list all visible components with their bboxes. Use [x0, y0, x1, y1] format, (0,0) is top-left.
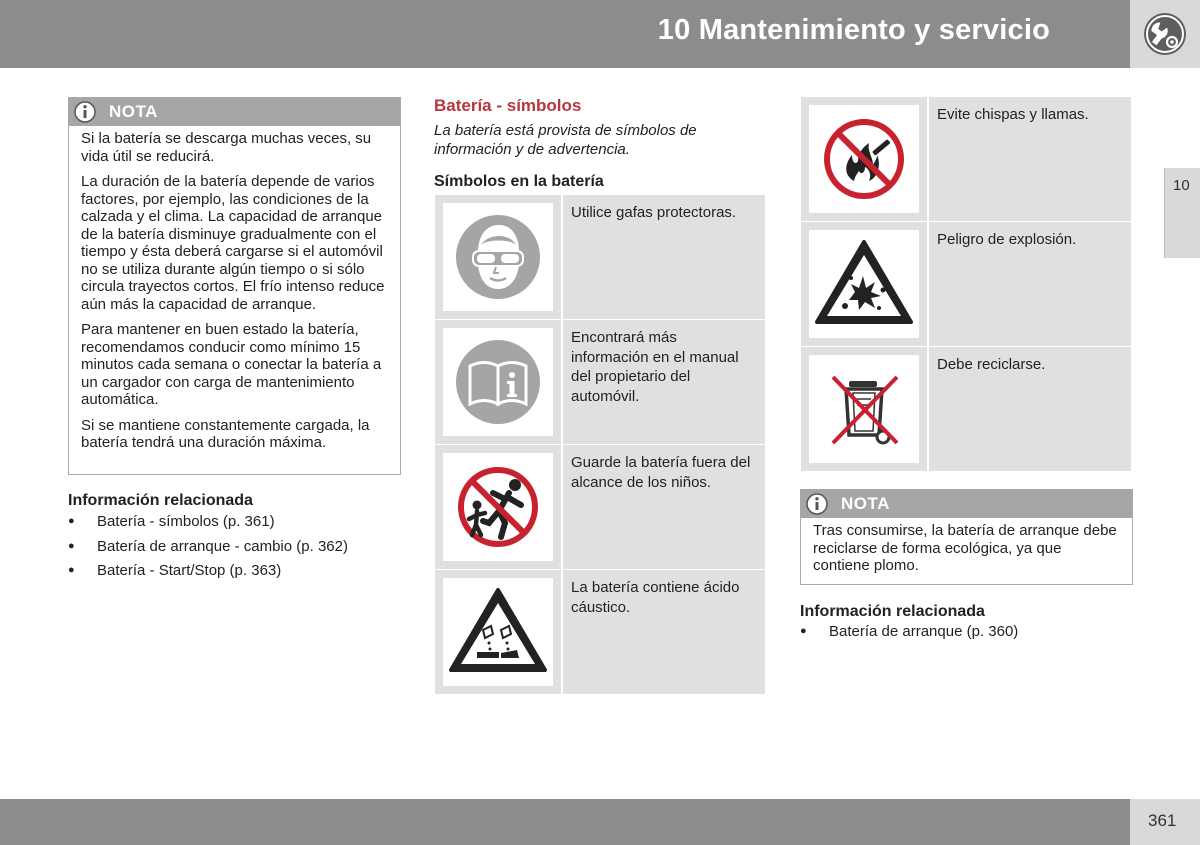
note-body	[801, 518, 1132, 585]
symbols-table	[435, 195, 765, 694]
note-header	[69, 98, 400, 126]
symbol-image-cell	[801, 97, 927, 221]
symbols-table	[801, 97, 1131, 471]
wrench-gear-icon	[1142, 11, 1188, 57]
symbol-row	[435, 320, 765, 444]
symbol-description: Guarde la batería fuera del alcance de los niños.	[571, 454, 751, 491]
related-info-heading: Información relacionada	[68, 492, 253, 509]
symbol-description: Peligro de explosión.	[937, 231, 1077, 248]
section-subtitle: La batería está provista de símbolos de información y de advertencia.	[434, 122, 697, 158]
note-paragraph: Tras consumirse, la batería de arranque debe reciclarse de forma ecológica, ya que contiene plomo.	[813, 522, 1117, 574]
symbol-row	[435, 570, 765, 694]
note-paragraph: La duración de la batería depende de varios factores, por ejemplo, las condiciones de la calzada y el clima. La capacidad de arranque de la batería disminuye gradualmente con el tiempo y ésta deberá cargarse si el automóvil no se utiliza durante algún tiempo o si sólo circula trayectos cortos. El frío intenso reduce aún más la capacidad de arranque.	[81, 173, 385, 313]
related-link[interactable]: ● Batería de arranque (p. 360)	[800, 623, 1130, 648]
chapter-tab-number: 10	[1173, 177, 1190, 194]
chapter-tab[interactable]	[1164, 168, 1200, 258]
symbol-text-cell	[929, 347, 1131, 471]
related-info-list	[800, 623, 1130, 648]
note-paragraph: Si la batería se descarga muchas veces, su vida útil se reducirá.	[81, 130, 372, 165]
no-fire-sparks-icon	[809, 105, 919, 213]
note-paragraph: Para mantener en buen estado la batería, recomendamos conducir como mínimo 15 minutos cada semana o conectar la batería a un cargador con carga de mantenimiento automática.	[81, 321, 382, 408]
chapter-title: 10 Mantenimiento y servicio	[657, 14, 1050, 46]
symbol-image-cell	[801, 222, 927, 346]
symbol-image-cell	[435, 445, 561, 569]
related-link[interactable]: ● Batería - símbolos (p. 361)	[68, 513, 398, 538]
symbol-image-cell	[435, 195, 561, 319]
note-paragraph: Si se mantiene constantemente cargada, la batería tendrá una duración máxima.	[81, 416, 370, 451]
symbol-text-cell	[929, 222, 1131, 346]
note-label: NOTA	[841, 494, 890, 513]
symbol-description: Debe reciclarse.	[937, 356, 1046, 373]
note-label: NOTA	[109, 102, 158, 121]
page-footer	[0, 799, 1130, 845]
symbol-image-cell	[801, 347, 927, 471]
page-header	[0, 0, 1130, 68]
symbol-image-cell	[435, 570, 561, 694]
symbol-description: Utilice gafas protectoras.	[571, 204, 737, 221]
safety-goggles-icon	[443, 203, 553, 311]
note-box	[68, 97, 401, 475]
info-icon	[73, 101, 97, 123]
symbols-heading: Símbolos en la batería	[434, 173, 604, 190]
crossed-bin-recycle-icon	[809, 355, 919, 463]
related-link[interactable]: ● Batería de arranque - cambio (p. 362)	[68, 538, 398, 563]
page-number: 361	[1148, 811, 1177, 830]
symbol-text-cell	[563, 320, 765, 444]
note-body	[69, 126, 400, 462]
corrosive-warning-icon	[443, 578, 553, 686]
note-header	[801, 490, 1132, 518]
symbol-image-cell	[435, 320, 561, 444]
symbol-text-cell	[929, 97, 1131, 221]
chapter-icon-box	[1130, 0, 1200, 68]
symbol-row	[801, 97, 1131, 221]
section-title: Batería - símbolos	[434, 96, 582, 115]
related-link[interactable]: ● Batería - Start/Stop (p. 363)	[68, 562, 398, 587]
symbol-text-cell	[563, 195, 765, 319]
keep-away-children-icon	[443, 453, 553, 561]
note-box	[800, 489, 1133, 585]
symbol-description: Evite chispas y llamas.	[937, 106, 1089, 123]
related-info-heading: Información relacionada	[800, 603, 985, 620]
symbol-row	[435, 195, 765, 319]
info-icon	[805, 493, 829, 515]
symbol-text-cell	[563, 445, 765, 569]
symbol-row	[801, 222, 1131, 346]
explosion-warning-icon	[809, 230, 919, 338]
symbol-row	[435, 445, 765, 569]
symbol-text-cell	[563, 570, 765, 694]
page-number-box	[1130, 799, 1200, 845]
symbol-description: Encontrará más información en el manual del propietario del automóvil.	[571, 329, 739, 405]
symbol-row	[801, 347, 1131, 471]
related-info-list	[68, 513, 398, 587]
owners-manual-icon	[443, 328, 553, 436]
symbol-description: La batería contiene ácido cáustico.	[571, 579, 740, 616]
